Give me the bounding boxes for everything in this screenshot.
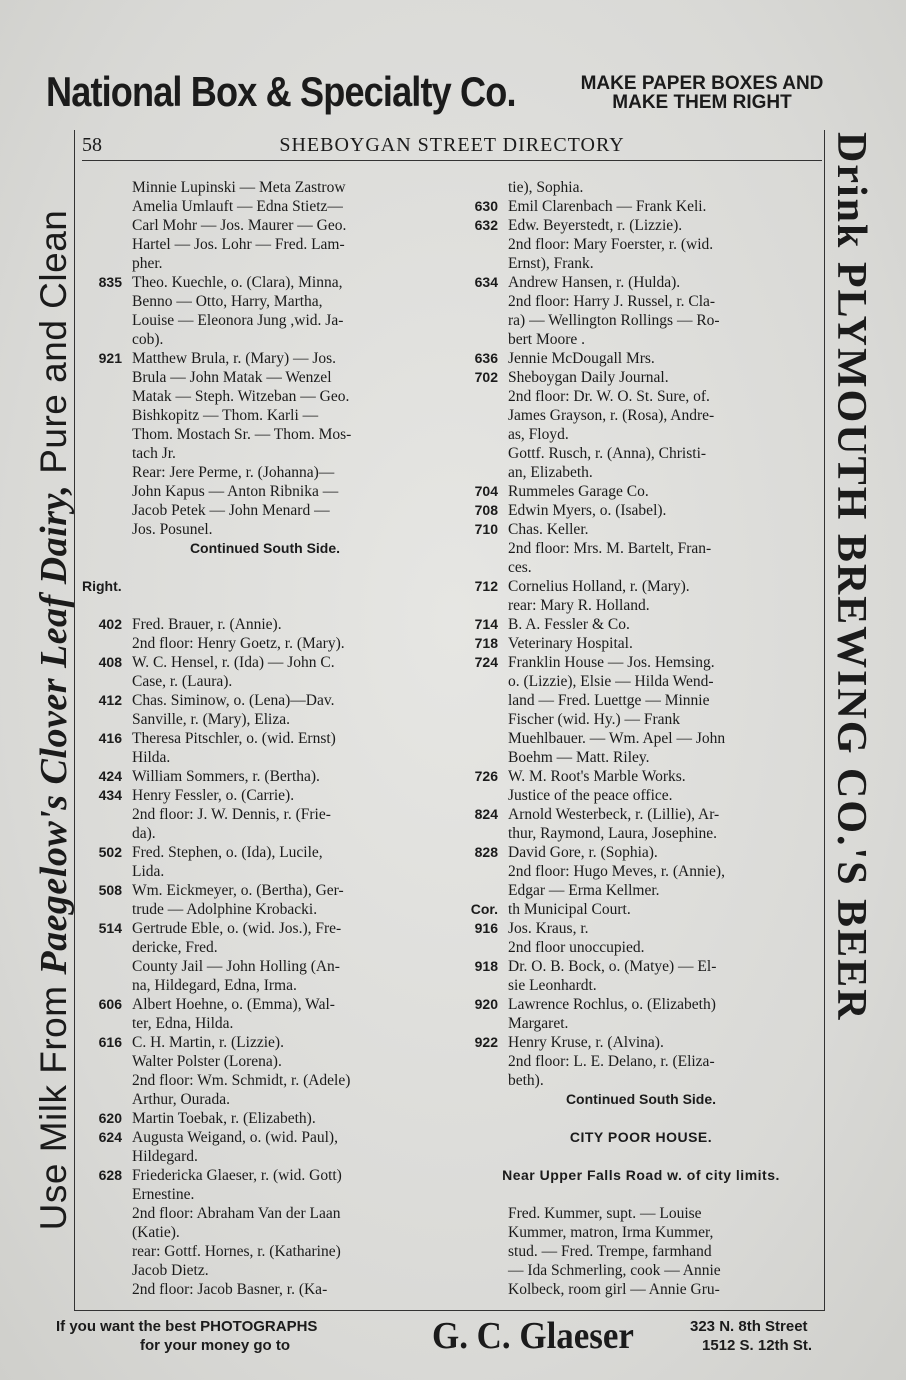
- house-number: 918: [474, 958, 498, 974]
- entry-text: James Grayson, r. (Rosa), Andre-: [508, 407, 715, 424]
- entry-text: Continued South Side.: [189, 540, 341, 556]
- directory-entry: [82, 995, 448, 1014]
- entry-text: Wm. Eickmeyer, o. (Bertha), Ger-: [132, 882, 344, 899]
- entry-text: na, Hildegard, Edna, Irma.: [132, 977, 297, 994]
- house-number: 630: [474, 198, 498, 214]
- entry-text: Lida.: [132, 863, 165, 880]
- house-number: 710: [474, 521, 498, 537]
- entry-text: Brula — John Matak — Wenzel: [132, 369, 332, 386]
- entry-text: Chas. Keller.: [508, 521, 589, 538]
- house-number: 920: [474, 996, 498, 1012]
- bottom-ad-line-2: for your money go to: [140, 1337, 290, 1354]
- entry-text: Veterinary Hospital.: [508, 635, 633, 652]
- section-heading: [82, 539, 448, 558]
- entry-continuation: [82, 634, 448, 653]
- left-vertical-advertisement: [29, 130, 79, 1310]
- directory-entry: [458, 368, 824, 387]
- entry-text: 2nd floor unoccupied.: [508, 939, 645, 956]
- house-number: 434: [98, 787, 122, 803]
- directory-entry: [458, 653, 824, 672]
- entry-continuation: [82, 938, 448, 957]
- entry-continuation: [82, 444, 448, 463]
- directory-entry: [458, 900, 824, 919]
- house-number: 921: [98, 350, 122, 366]
- entry-continuation: [458, 444, 824, 463]
- entry-continuation: [82, 1223, 448, 1242]
- entry-continuation: [82, 235, 448, 254]
- right-vertical-advertisement: Drink PLYMOUTH BREWING CO.'S BEER: [828, 132, 874, 1022]
- entry-continuation: [458, 1261, 824, 1280]
- entry-continuation: [458, 406, 824, 425]
- entry-continuation: [82, 368, 448, 387]
- entry-continuation: [82, 311, 448, 330]
- directory-entry: [458, 349, 824, 368]
- entry-text: rear: Mary R. Holland.: [508, 597, 650, 614]
- entry-text: rear: Gottf. Hornes, r. (Katharine): [132, 1243, 341, 1260]
- entry-text: Right.: [82, 578, 122, 594]
- directory-entry: [458, 995, 824, 1014]
- entry-continuation: [82, 501, 448, 520]
- entry-text: pher.: [132, 255, 163, 272]
- directory-entry: [458, 805, 824, 824]
- entry-continuation: [458, 710, 824, 729]
- section-heading: [458, 1166, 824, 1185]
- entry-text: beth).: [508, 1072, 544, 1089]
- entry-text: William Sommers, r. (Bertha).: [132, 768, 320, 785]
- house-number: 922: [474, 1034, 498, 1050]
- entry-text: Lawrence Rochlus, o. (Elizabeth): [508, 996, 716, 1013]
- entry-text: Fischer (wid. Hy.) — Frank: [508, 711, 681, 728]
- bottom-ad-line-1: If you want the best PHOTOGRAPHS: [56, 1318, 318, 1335]
- entry-text: 2nd floor: Wm. Schmidt, r. (Adele): [132, 1072, 351, 1089]
- entry-text: 2nd floor: Mrs. M. Bartelt, Fran-: [508, 540, 712, 557]
- entry-continuation: [458, 330, 824, 349]
- house-number: 636: [474, 350, 498, 366]
- bottom-advertisement: [50, 1314, 870, 1360]
- entry-text: Ernst), Frank.: [508, 255, 594, 272]
- directory-entry: [458, 197, 824, 216]
- entry-text: Martin Toebak, r. (Elizabeth).: [132, 1110, 316, 1127]
- entry-continuation: [82, 900, 448, 919]
- entry-text: Matak — Steph. Witzeban — Geo.: [132, 388, 350, 405]
- entry-continuation: [458, 1014, 824, 1033]
- directory-entry: [82, 691, 448, 710]
- entry-text: Sanville, r. (Mary), Eliza.: [132, 711, 290, 728]
- house-number: 724: [474, 654, 498, 670]
- entry-continuation: [458, 539, 824, 558]
- entry-continuation: [458, 1052, 824, 1071]
- bottom-border-rule: [74, 1310, 825, 1311]
- entry-text: sie Leonhardt.: [508, 977, 597, 994]
- directory-entry: [82, 1033, 448, 1052]
- directory-entry: [82, 1128, 448, 1147]
- entry-continuation: [82, 976, 448, 995]
- entry-continuation: [458, 1280, 824, 1299]
- house-number: 502: [98, 844, 122, 860]
- entry-continuation: [458, 824, 824, 843]
- entry-continuation: [82, 824, 448, 843]
- entry-continuation: [82, 710, 448, 729]
- advertiser-company-name: National Box & Specialty Co.: [46, 68, 516, 115]
- entry-text: Edwin Myers, o. (Isabel).: [508, 502, 667, 519]
- entry-continuation: [82, 672, 448, 691]
- page-number: 58: [82, 134, 102, 156]
- entry-continuation: [458, 1223, 824, 1242]
- directory-entry: [82, 729, 448, 748]
- directory-entry: [458, 634, 824, 653]
- directory-entry: [82, 1166, 448, 1185]
- entry-text: dericke, Fred.: [132, 939, 218, 956]
- spacer: [82, 558, 448, 577]
- entry-text: Minnie Lupinski — Meta Zastrow: [132, 179, 346, 196]
- entry-text: Henry Fessler, o. (Carrie).: [132, 787, 295, 804]
- house-number: 402: [98, 616, 122, 632]
- entry-text: Jacob Dietz.: [132, 1262, 209, 1279]
- entry-text: Muehlbauer. — Wm. Apel — John: [508, 730, 726, 747]
- entry-text: 2nd floor: Jacob Basner, r. (Ka-: [132, 1281, 328, 1298]
- entry-text: Case, r. (Laura).: [132, 673, 233, 690]
- house-number: 718: [474, 635, 498, 651]
- directory-entry: [82, 273, 448, 292]
- entry-continuation: [82, 1147, 448, 1166]
- left-column-listings: [82, 178, 448, 1299]
- house-number: 708: [474, 502, 498, 518]
- entry-continuation: [82, 178, 448, 197]
- entry-text: Emil Clarenbach — Frank Keli.: [508, 198, 707, 215]
- entry-continuation: [82, 957, 448, 976]
- entry-text: Jos. Kraus, r.: [508, 920, 589, 937]
- house-number: 712: [474, 578, 498, 594]
- section-heading: [458, 1090, 824, 1109]
- entry-text: cob).: [132, 331, 164, 348]
- entry-text: Amelia Umlauft — Edna Stietz—: [132, 198, 343, 215]
- entry-text: Andrew Hansen, r. (Hulda).: [508, 274, 681, 291]
- house-number: 824: [474, 806, 498, 822]
- entry-continuation: [458, 862, 824, 881]
- entry-text: Carl Mohr — Jos. Maurer — Geo.: [132, 217, 347, 234]
- entry-continuation: [458, 463, 824, 482]
- entry-continuation: [82, 1242, 448, 1261]
- house-number: 916: [474, 920, 498, 936]
- entry-continuation: [82, 1014, 448, 1033]
- entry-continuation: [82, 1261, 448, 1280]
- entry-continuation: [458, 387, 824, 406]
- entry-continuation: [82, 425, 448, 444]
- photographer-address-1: 323 N. 8th Street: [690, 1318, 808, 1335]
- entry-text: Fred. Stephen, o. (Ida), Lucile,: [132, 844, 323, 861]
- house-number: 628: [98, 1167, 122, 1183]
- entry-continuation: [458, 558, 824, 577]
- directory-entry: [82, 349, 448, 368]
- entry-text: Arnold Westerbeck, r. (Lillie), Ar-: [508, 806, 720, 823]
- directory-entry: [458, 216, 824, 235]
- directory-entry: [458, 843, 824, 862]
- entry-continuation: [458, 976, 824, 995]
- directory-entry: [82, 786, 448, 805]
- entry-continuation: [82, 1280, 448, 1299]
- house-number: 606: [98, 996, 122, 1012]
- house-number: 424: [98, 768, 122, 784]
- section-heading: [82, 577, 448, 596]
- entry-text: bert Moore .: [508, 331, 586, 348]
- house-number: 408: [98, 654, 122, 670]
- directory-entry: [458, 520, 824, 539]
- entry-text: Cornelius Holland, r. (Mary).: [508, 578, 690, 595]
- directory-entry: [82, 615, 448, 634]
- entry-continuation: [82, 216, 448, 235]
- entry-text: Fred. Kummer, supt. — Louise: [508, 1205, 702, 1222]
- entry-continuation: [82, 197, 448, 216]
- entry-text: 2nd floor: Mary Foerster, r. (wid.: [508, 236, 714, 253]
- entry-text: th Municipal Court.: [508, 901, 631, 918]
- left-ad-part-2: Pure and Clean: [33, 209, 74, 485]
- house-number: 416: [98, 730, 122, 746]
- entry-text: Edw. Beyerstedt, r. (Lizzie).: [508, 217, 683, 234]
- left-ad-dairy-name: Paegelow's Clover Leaf Dairy,: [33, 484, 75, 975]
- entry-text: 2nd floor: L. E. Delano, r. (Eliza-: [508, 1053, 715, 1070]
- entry-text: Henry Kruse, r. (Alvina).: [508, 1034, 664, 1051]
- entry-text: Fred. Brauer, r. (Annie).: [132, 616, 282, 633]
- entry-text: trude — Adolphine Krobacki.: [132, 901, 318, 918]
- entry-text: Justice of the peace office.: [508, 787, 673, 804]
- page-header: [82, 130, 822, 161]
- directory-entry: [458, 482, 824, 501]
- entry-text: Louise — Eleonora Jung ,wid. Ja-: [132, 312, 344, 329]
- entry-continuation: [82, 463, 448, 482]
- entry-text: (Katie).: [132, 1224, 180, 1241]
- entry-text: ra) — Wellington Rollings — Ro-: [508, 312, 720, 329]
- entry-text: Hartel — Jos. Lohr — Fred. Lam-: [132, 236, 345, 253]
- entry-continuation: [458, 748, 824, 767]
- entry-text: stud. — Fred. Trempe, farmhand: [508, 1243, 712, 1260]
- entry-continuation: [82, 520, 448, 539]
- entry-text: thur, Raymond, Laura, Josephine.: [508, 825, 718, 842]
- entry-continuation: [458, 691, 824, 710]
- entry-continuation: [458, 596, 824, 615]
- entry-text: Chas. Siminow, o. (Lena)—Dav.: [132, 692, 335, 709]
- entry-continuation: [458, 292, 824, 311]
- directory-entry: [458, 919, 824, 938]
- entry-text: County Jail — John Holling (An-: [132, 958, 340, 975]
- entry-continuation: [458, 881, 824, 900]
- entry-continuation: [82, 1071, 448, 1090]
- house-number: 634: [474, 274, 498, 290]
- entry-text: Franklin House — Jos. Hemsing.: [508, 654, 715, 671]
- entry-text: Hildegard.: [132, 1148, 198, 1165]
- entry-continuation: [458, 235, 824, 254]
- spacer: [458, 1147, 824, 1166]
- entry-text: Ernestine.: [132, 1186, 195, 1203]
- slogan-line-1: MAKE PAPER BOXES AND: [580, 73, 824, 94]
- directory-entry: [458, 767, 824, 786]
- directory-entry: [458, 1033, 824, 1052]
- house-number: 702: [474, 369, 498, 385]
- entry-text: da).: [132, 825, 156, 842]
- entry-text: Dr. O. B. Bock, o. (Matye) — El-: [508, 958, 717, 975]
- house-number: Cor.: [470, 901, 498, 917]
- house-number: 726: [474, 768, 498, 784]
- entry-text: 2nd floor: J. W. Dennis, r. (Frie-: [132, 806, 331, 823]
- entry-continuation: [458, 729, 824, 748]
- entry-text: Thom. Mostach Sr. — Thom. Mos-: [132, 426, 352, 443]
- directory-entry: [82, 1109, 448, 1128]
- entry-text: an, Elizabeth.: [508, 464, 593, 481]
- entry-text: Jennie McDougall Mrs.: [508, 350, 655, 367]
- entry-text: Walter Polster (Lorena).: [132, 1053, 282, 1070]
- entry-continuation: [82, 482, 448, 501]
- directory-entry: [458, 957, 824, 976]
- entry-continuation: [82, 748, 448, 767]
- entry-text: Boehm — Matt. Riley.: [508, 749, 650, 766]
- entry-text: B. A. Fessler & Co.: [508, 616, 630, 633]
- entry-text: W. C. Hensel, r. (Ida) — John C.: [132, 654, 335, 671]
- entry-text: Kummer, matron, Irma Kummer,: [508, 1224, 714, 1241]
- entry-continuation: [82, 862, 448, 881]
- entry-continuation: [458, 1204, 824, 1223]
- entry-continuation: [82, 387, 448, 406]
- entry-continuation: [82, 330, 448, 349]
- entry-text: Gertrude Eble, o. (wid. Jos.), Fre-: [132, 920, 342, 937]
- house-number: 714: [474, 616, 498, 632]
- entry-text: Kolbeck, room girl — Annie Gru-: [508, 1281, 720, 1298]
- entry-continuation: [82, 1090, 448, 1109]
- entry-text: Edgar — Erma Kellmer.: [508, 882, 660, 899]
- directory-entry: [82, 843, 448, 862]
- entry-text: C. H. Martin, r. (Lizzie).: [132, 1034, 284, 1051]
- entry-text: 2nd floor: Harry J. Russel, r. Cla-: [508, 293, 716, 310]
- directory-entry: [458, 615, 824, 634]
- entry-continuation: [458, 311, 824, 330]
- entry-text: Sheboygan Daily Journal.: [508, 369, 669, 386]
- entry-text: land — Fred. Luettge — Minnie: [508, 692, 710, 709]
- photographer-name: G. C. Glaeser: [432, 1315, 634, 1357]
- entry-text: Theo. Kuechle, o. (Clara), Minna,: [132, 274, 343, 291]
- section-heading: [458, 1128, 824, 1147]
- entry-text: Friedericka Glaeser, r. (wid. Gott): [132, 1167, 342, 1184]
- top-advertisement: [46, 68, 866, 120]
- page-title: SHEBOYGAN STREET DIRECTORY: [279, 134, 625, 156]
- left-ad-part-1: Use Milk From: [33, 974, 74, 1231]
- entry-text: as, Floyd.: [508, 426, 569, 443]
- entry-text: ter, Edna, Hilda.: [132, 1015, 234, 1032]
- house-number: 704: [474, 483, 498, 499]
- entry-continuation: [458, 178, 824, 197]
- entry-continuation: [458, 786, 824, 805]
- entry-text: Rear: Jere Perme, r. (Johanna)—: [132, 464, 335, 481]
- entry-text: Near Upper Falls Road w. of city limits.: [502, 1167, 780, 1183]
- slogan-line-2: MAKE THEM RIGHT: [612, 92, 792, 113]
- entry-text: 2nd floor: Hugo Meves, r. (Annie),: [508, 863, 725, 880]
- directory-entry: [82, 881, 448, 900]
- entry-continuation: [458, 1242, 824, 1261]
- entry-continuation: [458, 672, 824, 691]
- entry-text: Matthew Brula, r. (Mary) — Jos.: [132, 350, 337, 367]
- entry-text: ces.: [508, 559, 532, 576]
- entry-text: John Kapus — Anton Ribnika —: [132, 483, 339, 500]
- spacer: [458, 1109, 824, 1128]
- directory-entry: [458, 501, 824, 520]
- entry-text: W. M. Root's Marble Works.: [508, 768, 686, 785]
- entry-continuation: [82, 292, 448, 311]
- entry-text: Augusta Weigand, o. (wid. Paul),: [132, 1129, 338, 1146]
- entry-text: 2nd floor: Henry Goetz, r. (Mary).: [132, 635, 345, 652]
- entry-text: Bishkopitz — Thom. Karli —: [132, 407, 319, 424]
- entry-text: Rummeles Garage Co.: [508, 483, 649, 500]
- entry-continuation: [458, 1071, 824, 1090]
- directory-entry: [82, 767, 448, 786]
- spacer: [458, 1185, 824, 1204]
- entry-text: Continued South Side.: [565, 1091, 717, 1107]
- entry-continuation: [82, 406, 448, 425]
- directory-entry: [82, 653, 448, 672]
- entry-continuation: [82, 1185, 448, 1204]
- house-number: 632: [474, 217, 498, 233]
- entry-text: Hilda.: [132, 749, 171, 766]
- entry-continuation: [82, 1204, 448, 1223]
- entry-text: David Gore, r. (Sophia).: [508, 844, 658, 861]
- entry-continuation: [458, 938, 824, 957]
- house-number: 508: [98, 882, 122, 898]
- entry-text: Albert Hoehne, o. (Emma), Wal-: [132, 996, 335, 1013]
- directory-entry: [82, 919, 448, 938]
- right-column-listings: [458, 178, 824, 1299]
- entry-continuation: [458, 254, 824, 273]
- entry-text: Gottf. Rusch, r. (Anna), Christi-: [508, 445, 707, 462]
- advertiser-slogan: [542, 74, 862, 112]
- entry-text: Margaret.: [508, 1015, 569, 1032]
- entry-text: tach Jr.: [132, 445, 176, 462]
- entry-text: — Ida Schmerling, cook — Annie: [508, 1262, 721, 1279]
- entry-continuation: [458, 425, 824, 444]
- entry-text: Theresa Pitschler, o. (wid. Ernst): [132, 730, 336, 747]
- entry-continuation: [82, 254, 448, 273]
- entry-text: CITY POOR HOUSE.: [569, 1129, 713, 1145]
- house-number: 835: [98, 274, 122, 290]
- entry-text: Arthur, Ourada.: [132, 1091, 230, 1108]
- spacer: [82, 596, 448, 615]
- entry-text: 2nd floor: Abraham Van der Laan: [132, 1205, 341, 1222]
- house-number: 616: [98, 1034, 122, 1050]
- entry-text: 2nd floor: Dr. W. O. St. Sure, of.: [508, 388, 710, 405]
- house-number: 620: [98, 1110, 122, 1126]
- house-number: 412: [98, 692, 122, 708]
- house-number: 828: [474, 844, 498, 860]
- entry-continuation: [82, 1052, 448, 1071]
- house-number: 514: [98, 920, 122, 936]
- entry-text: tie), Sophia.: [508, 179, 584, 196]
- entry-text: Jacob Petek — John Menard —: [132, 502, 330, 519]
- entry-continuation: [82, 805, 448, 824]
- entry-text: Jos. Posunel.: [132, 521, 213, 538]
- entry-text: o. (Lizzie), Elsie — Hilda Wend-: [508, 673, 714, 690]
- directory-entry: [458, 577, 824, 596]
- entry-text: Benno — Otto, Harry, Martha,: [132, 293, 323, 310]
- house-number: 624: [98, 1129, 122, 1145]
- directory-entry: [458, 273, 824, 292]
- photographer-address-2: 1512 S. 12th St.: [702, 1337, 813, 1354]
